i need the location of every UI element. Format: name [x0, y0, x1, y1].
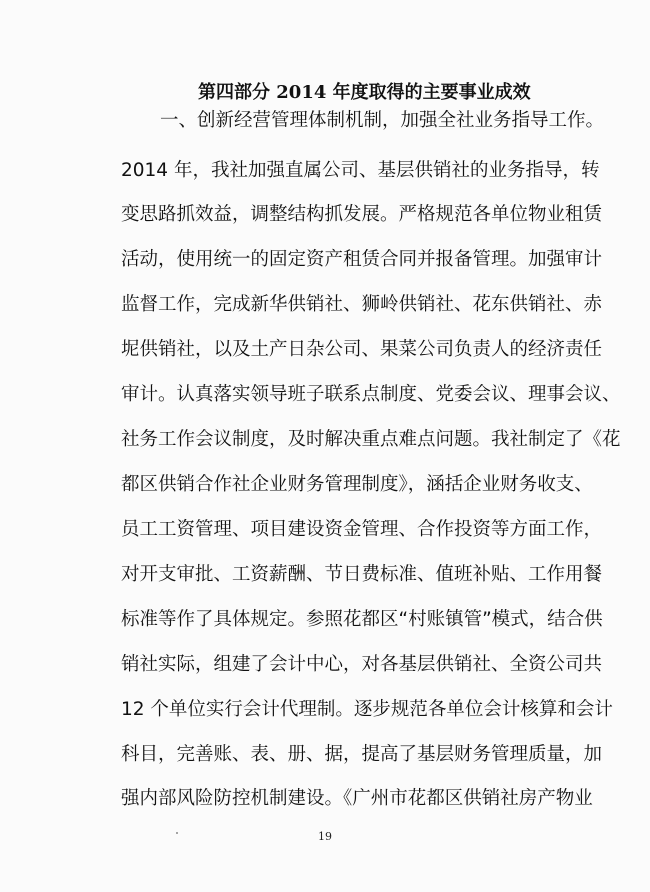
- body-line: 员工工资管理、项目建设资金管理、合作投资等方面工作，: [121, 519, 603, 540]
- body-line: 标准等作了具体规定。参照花都区“村账镇管”模式，结合供: [121, 609, 603, 630]
- body-line: 强内部风险防控机制建设。《广州市花都区供销社房产物业: [121, 788, 593, 809]
- body-line: 变思路抓效益，调整结构抓发展。严格规范各单位物业租赁: [121, 204, 603, 225]
- body-line: 都区供销合作社企业财务管理制度》，涵括企业财务收支、: [121, 474, 593, 495]
- section-heading: 一、创新经营管理体制机制，加强全社业务指导工作。: [160, 110, 605, 131]
- body-line: 活动，使用统一的固定资产租赁合同并报备管理。加强审计: [121, 249, 603, 270]
- body-line: 对开支审批、工资薪酬、节日费标准、值班补贴、工作用餐: [121, 564, 603, 585]
- body-line: 2014 年，我社加强直属公司、基层供销社的业务指导，转: [121, 160, 600, 181]
- body-line: 12 个单位实行会计代理制。逐步规范各单位会计核算和会计: [121, 699, 613, 720]
- body-line: 科目，完善账、表、册、据，提高了基层财务管理质量，加: [121, 744, 603, 765]
- body-line: 销社实际，组建了会计中心，对各基层供销社、全资公司共: [121, 654, 603, 675]
- body-line: 监督工作，完成新华供销社、狮岭供销社、花东供销社、赤: [121, 294, 603, 315]
- page-number: 19: [318, 830, 332, 843]
- body-line: 审计。认真落实领导班子联系点制度、党委会议、理事会议、: [121, 384, 621, 405]
- page-title: 第四部分 2014 年度取得的主要事业成效: [198, 82, 531, 103]
- body-line: 社务工作会议制度，及时解决重点难点问题。我社制定了《花: [121, 429, 621, 450]
- body-line: 坭供销社，以及土产日杂公司、果菜公司负责人的经济责任: [121, 339, 603, 360]
